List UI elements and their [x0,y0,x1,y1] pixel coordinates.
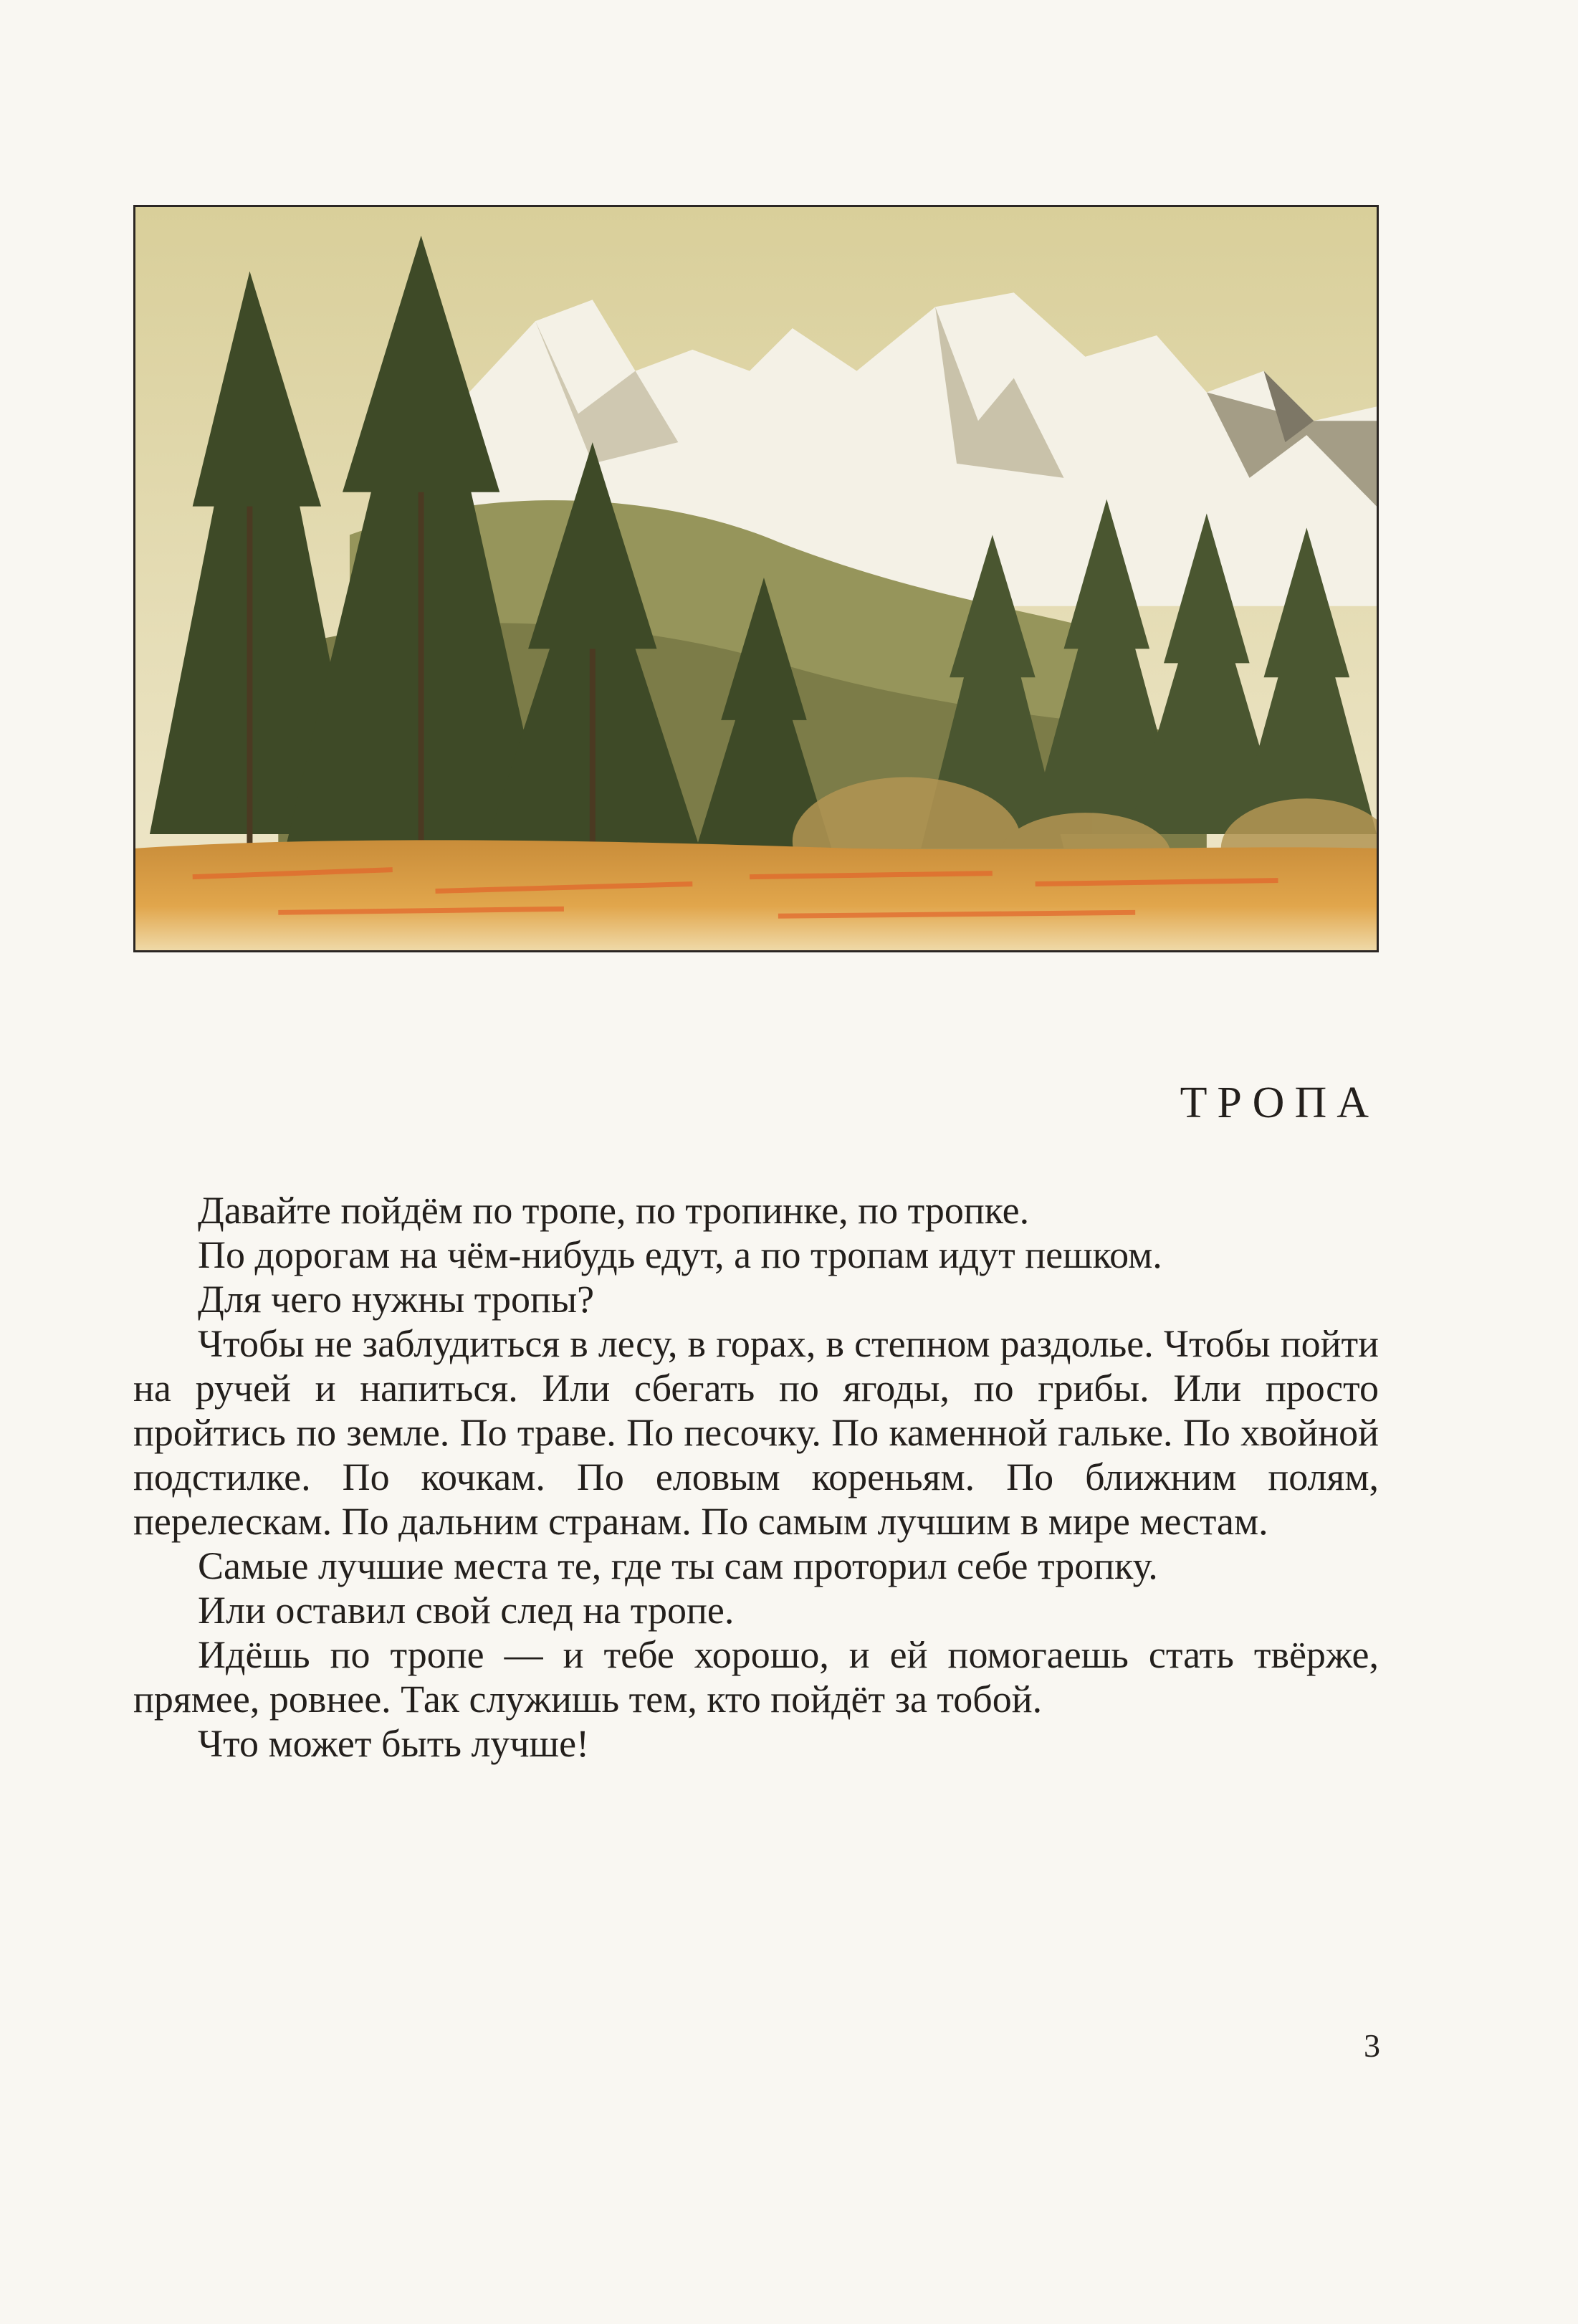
paragraph: Что может быть лучше! [198,1722,590,1765]
paragraph: Для чего нужны тропы? [198,1278,595,1321]
paragraph: Самые лучшие места те, где ты сам проторил себе тропку. [198,1544,1158,1587]
paragraph: Чтобы не заблудиться в лесу, в горах, в степном раздолье. Чтобы пойти на ручей и напиться. Или сбегать по ягоды, по грибы. Или просто пройтись по земле. По траве. По песочку. По каменной гальке. По хвойной подстилке. По кочкам. По еловым кореньям. По ближним полям, перелескам. По дальним странам. По самым лучшим в мире местам. [133,1322,1379,1543]
paragraph: Идёшь по тропе — и тебе хорошо, и ей помогаешь стать твёрже, прямее, ровнее. Так служишь тем, кто пойдёт за тобой. [133,1633,1379,1721]
page-title: ТРОПА [1180,1079,1379,1127]
paragraph: Или оставил свой след на тропе. [198,1589,735,1632]
paragraph: Давайте пойдём по тропе, по тропинке, по тропке. [198,1189,1030,1232]
mountain-forest-icon [135,207,1377,950]
mountain-forest-illustration [133,205,1379,952]
page-number: 3 [1364,2027,1380,2064]
story-text [133,1188,1379,1766]
paragraph: По дорогам на чём-нибудь едут, а по тропам идут пешком. [198,1233,1162,1276]
